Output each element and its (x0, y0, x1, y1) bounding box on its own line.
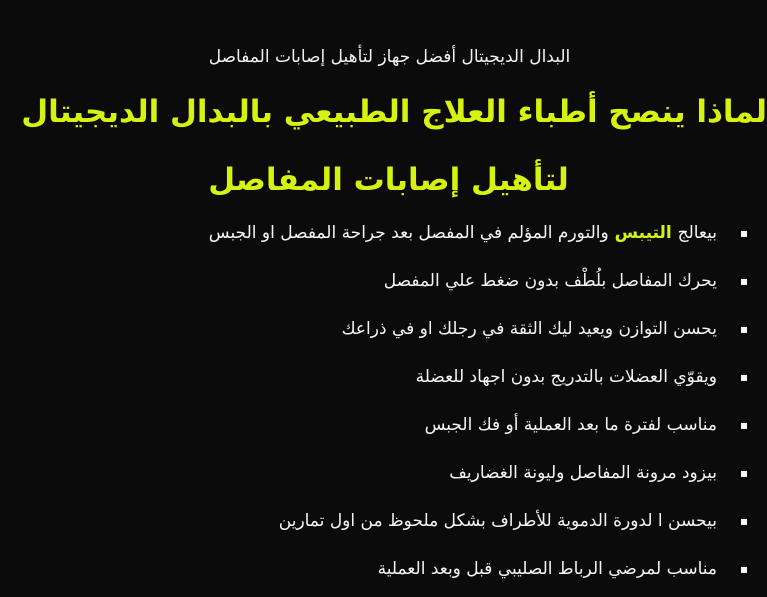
section-headline-line-1: لماذا ينصح أطباء العلاج الطبيعي بالبدال الديجيتال (21, 94, 767, 130)
bullet-square-icon (741, 231, 747, 237)
benefit-item (27, 456, 747, 504)
section-subtitle: البدال الديجيتال أفضل جهاز لتأهيل إصابات المفاصل (208, 47, 571, 67)
bullet-square-icon (741, 567, 747, 573)
benefit-text: يحسن التوازن ويعيد ليك الثقة في رجلك او في ذراعك (341, 319, 717, 339)
benefits-list (27, 216, 747, 597)
bullet-square-icon (741, 279, 747, 285)
benefit-item (27, 360, 747, 408)
bullet-square-icon (741, 327, 747, 333)
benefit-text-after: والتورم المؤلم في المفصل بعد جراحة المفصل او الجبس (208, 223, 609, 243)
benefit-text: بيزود مرونة المفاصل وليونة الغضاريف (449, 463, 717, 483)
benefit-item (27, 552, 747, 597)
benefit-item (27, 264, 747, 312)
bullet-square-icon (741, 519, 747, 525)
benefit-item (27, 408, 747, 456)
bullet-square-icon (741, 471, 747, 477)
benefit-item (27, 312, 747, 360)
bullet-square-icon (741, 375, 747, 381)
benefit-text-before: بيعالج (677, 223, 717, 243)
benefit-highlight: التيبس (608, 223, 678, 243)
benefit-item (27, 504, 747, 552)
bullet-square-icon (741, 423, 747, 429)
benefit-text: بيحسن ا لدورة الدموية للأطراف بشكل ملحوظ من اول تمارين (278, 511, 717, 531)
section-headline-line-2: لتأهيل إصابات المفاصل (208, 162, 569, 198)
benefit-text: مناسب لمرضي الرباط الصليبي قبل وبعد العملية (377, 559, 717, 579)
benefit-text: يحرك المفاصل بلُطْف بدون ضغط علي المفصل (383, 271, 717, 291)
benefit-item (27, 216, 747, 264)
benefit-text: مناسب لفترة ما بعد العملية أو فك الجبس (424, 415, 717, 435)
benefit-text: ويقوّي العضلات بالتدريج بدون اجهاد للعضلة (415, 367, 717, 387)
